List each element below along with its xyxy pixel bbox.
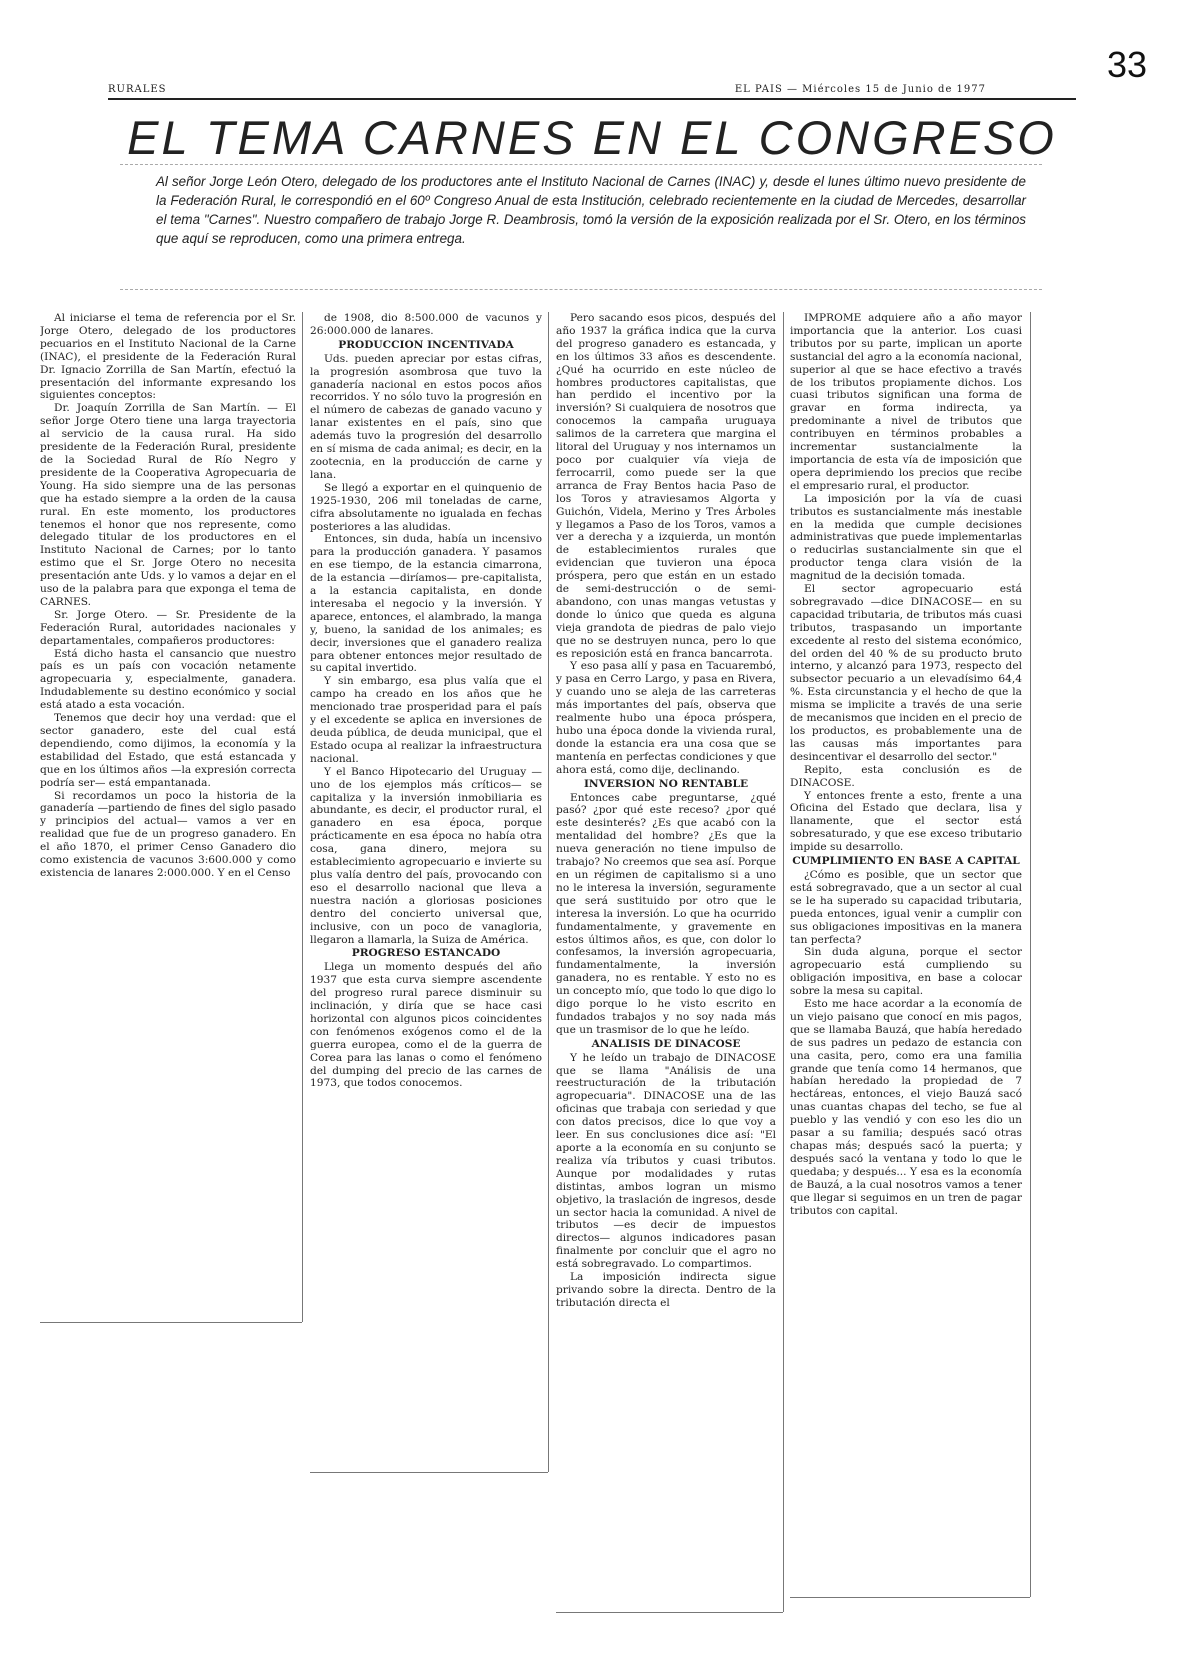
paragraph: Y entonces frente a esto, frente a una Oficina del Estado que declara, lisa y llanamente, que el sector está sobresaturado, y que ese exceso tributario impide su desarrollo. <box>790 789 1022 854</box>
article-column-4 <box>790 312 1022 1597</box>
intro-paragraph: Al señor Jorge León Otero, delegado de los productores ante el Instituto Nacional de Carnes (INAC) y, desde el lunes último nuevo presidente de la Federación Rural, le correspondió en el 60º Congreso Anual de esta Institución, celebrado recientemente en la ciudad de Mercedes, desarrollar el tema "Carnes". Nuestro compañero de trabajo Jorge R. Deambrosis, tomó la versión de la exposición realizada por el Sr. Otero, en los términos que aquí se reproducen, como una primera entrega. <box>156 174 1026 246</box>
subheading: INVERSION NO RENTABLE <box>583 777 749 790</box>
column-divider <box>783 312 784 1612</box>
paragraph: Dr. Joaquín Zorrilla de San Martín. — El señor Jorge Otero tiene una larga trayectoria al servicio de la causa rural. Ha sido presidente de la Federación Rural, presidente de la Sociedad Rural de Río Negro y presidente de la Cooperativa Agropecuaria de Young. Ha sido siempre una de las personas que ha estado siempre a la orden de la causa rural. En este momento, los productores tenemos el honor que nos represente, como delegado titular de los productores en el Instituto Nacional de Carnes; por lo tanto estimo que el Sr. Jorge Otero no necesita presentación ante Uds. y lo vamos a dejar en el uso de la palabra para que exponga el tema de CARNES. <box>40 402 296 608</box>
masthead <box>108 84 1076 100</box>
paragraph: Repito, esta conclusión es de DINACOSE. <box>790 763 1022 789</box>
section-label: RURALES <box>108 84 167 95</box>
subheading: PROGRESO ESTANCADO <box>351 947 501 960</box>
paragraph: Está dicho hasta el cansancio que nuestro país es un país con vocación netamente agropecuaria y, especialmente, ganadera. Indudablemente su destino económico y social está atado a esta vocación. <box>40 647 296 712</box>
column-end-rule <box>790 1597 1030 1598</box>
paragraph: Y he leído un trabajo de DINACOSE que se llama "Análisis de una reestructuración de la tributación agropecuaria". DINACOSE una de las oficinas que trabaja con seriedad y que con datos precisos, dice lo que voy a leer. En sus conclusiones dice así: "El aporte a la economía en su conjunto se realiza vía tributos y cuasi tributos. Aunque por modalidades y rutas distintas, ambos logran un mismo objetivo, la traslación de ingresos, desde un sector hacia la comunidad. A nivel de tributos —es decir de impuestos directos— algunos indicadores pasan finalmente por concluir que el agro no está sobregravado. Lo compartimos. <box>556 1051 776 1271</box>
column-end-rule <box>310 1472 548 1473</box>
paragraph: La imposición por la vía de cuasi tributos es sustancialmente más inestable en la medida que cumple decisiones administrativas que puede implementarlas o reducirlas sustancialmente sin que el productor tenga clara visión de la magnitud de la decisión tomada. <box>790 492 1022 583</box>
page-number: 33 <box>1106 44 1147 85</box>
article-column-2 <box>310 312 542 1472</box>
paragraph: Al iniciarse el tema de referencia por el Sr. Jorge Otero, delegado de los productores pecuarios en el Instituto Nacional de la Carne (INAC), el presidente de la Federación Rural Dr. Ignacio Zorrilla de San Martín, efectuó la presentación del informante expresando los siguientes conceptos: <box>40 312 296 402</box>
paragraph: Esto me hace acordar a la economía de un viejo paisano que conocí en mis pagos, que se llamaba Bauzá, que había heredado de sus padres un pedazo de estancia con una casita, pero, como era una familia grande que tenía como 14 hermanos, que habían heredado la propiedad de 7 hectáreas, entonces, el viejo Bauzá sacó unas cuantas chapas del techo, se fue al pueblo y las vendió y con eso les dio un pasar a su familia; después sacó otras chapas más; después sacó la puerta; y después sacó la ventana y todo lo que le quedaba; y después... Y esa es la economía de Bauzá, a la cual nosotros vamos a tener que llegar si seguimos en un tren de pagar tributos con capital. <box>790 998 1022 1217</box>
paragraph: ¿Cómo es posible, que un sector que está sobregravado, que a un sector al cual se le ha superado su capacidad tributaria, pueda entonces, igual venir a cumplir con sus obligaciones impositivas en la manera tan perfecta? <box>790 868 1022 946</box>
paragraph: Sr. Jorge Otero. — Sr. Presidente de la Federación Rural, autoridades nacionales y departamentales, compañeros productores: <box>40 608 296 647</box>
paragraph: Si recordamos un poco la historia de la ganadería —partiendo de fines del siglo pasado y principios del actual— vamos a ver en realidad que fue de un progreso ganadero. En el año 1870, el primer Censo Ganadero dio como existencia de vacunos 3:600.000 y como existencia de lanares 2:000.000. Y en el Censo <box>40 789 296 879</box>
paragraph: Y sin embargo, esa plus valía que el campo ha creado en los años que he mencionado trae prosperidad para el país y el excedente se aplica en inversiones de deuda pública, de deuda municipal, que el Estado ocupa al realizar la infraestructura nacional. <box>310 675 542 765</box>
paragraph: Sin duda alguna, porque el sector agropecuario está cumpliendo su obligación impositiva, en base a colocar sobre la mesa su capital. <box>790 946 1022 998</box>
column-end-rule <box>556 1612 783 1613</box>
article-column-3 <box>556 312 776 1612</box>
subheading: PRODUCCION INCENTIVADA <box>338 338 514 351</box>
column-end-rule <box>40 1322 302 1323</box>
article-column-1 <box>40 312 296 1322</box>
paragraph: Llega un momento después del año 1937 que esta curva siempre ascendente del progreso rural parece disminuir su inclinación, y diría que se hace casi horizontal con algunos picos coincidentes con fenómenos exógenos como el de la guerra europea, como el de la guerra de Corea para las lanas o como el fenómeno del dumping del precio de las carnes de 1973, que todos conocemos. <box>310 961 542 1090</box>
column-divider <box>1030 312 1031 1597</box>
column-divider <box>302 312 303 1322</box>
paragraph: Entonces cabe preguntarse, ¿qué pasó? ¿por qué este receso? ¿por qué este desinterés? ¿Es que acabó con la mentalidad del hombre? ¿Es que la nueva generación no tiene impulso de trabajo? No creemos que sea así. Porque en un régimen de capitalismo si a uno no le interesa la inversión, seguramente que será sustituido por otro que le interesa la inversión. Lo que ha ocurrido fundamentalmente, y gravemente en estos últimos años, es que, con dolor lo confesamos, la inversión agropecuaria, fundamentalmente, la inversión ganadera, no es rentable. Y esto no es un concepto mío, que todo lo que digo lo digo porque lo he visto escrito en fundados trabajos y no soy nada más que un trasmisor de lo que he leído. <box>556 791 776 1036</box>
subheading: CUMPLIMIENTO EN BASE A CAPITAL <box>792 855 1020 868</box>
paragraph: La imposición indirecta sigue privando sobre la directa. Dentro de la tributación directa el <box>556 1271 776 1309</box>
paragraph: Se llegó a exportar en el quinquenio de 1925-1930, 206 mil toneladas de carne, cifra absolutamente no igualada en fechas posteriores a las aludidas. <box>310 481 542 533</box>
paragraph: Uds. pueden apreciar por estas cifras, la progresión asombrosa que tuvo la ganadería nacional en estos pocos años recorridos. Y no sólo tuvo la progresión en el número de cabezas de ganado vacuno y lanar existentes en el país, sino que además tuvo la progresión del desarrollo en sí misma de cada animal; es decir, en la zootecnia, en la producción de carne y lana. <box>310 352 542 481</box>
paragraph: Y el Banco Hipotecario del Uruguay —uno de los ejemplos más críticos— se capitaliza y la inversión inmobiliaria es abundante, es decir, el productor rural, el ganadero en esa época, porque prácticamente en esa época no había otra cosa, gana dinero, mejora su establecimiento agropecuario e invierte su plus valía dentro del país, provocando con eso el desarrollo nacional que lleva a nuestra nación a gloriosas posiciones dentro del concierto universal que, inclusive, con un poco de vanagloria, llegaron a llamarla, la Suiza de América. <box>310 765 542 946</box>
paragraph: IMPROME adquiere año a año mayor importancia que la anterior. Los cuasi tributos por su parte, implican un aporte sustancial del agro a la economía nacional, superior al que se hace efectivo a través de los tributos propiamente dichos. Los cuasi tributos significan una forma de gravar en forma indirecta, ya predominante a nivel de tributos que contribuyen en términos probables a incrementar sustancialmente la importancia de esta vía de imposición que opera deprimiendo los precios que recibe el empresario rural, el productor. <box>790 312 1022 492</box>
headline: EL TEMA CARNES EN EL CONGRESO <box>127 111 1057 164</box>
newspaper-dateline: EL PAIS — Miércoles 15 de Junio de 1977 <box>734 84 986 95</box>
paragraph: Entonces, sin duda, había un incensivo para la producción ganadera. Y pasamos en ese tiempo, de la estancia cimarrona, de la estancia —diríamos— pre-capitalista, a la estancia capitalista, en donde interesaba el negocio y la inversión. Y aparece, entonces, el alambrado, la manga y, bueno, la sanidad de los animales; es decir, inversiones que el ganadero realiza para obtener entonces mejor resultado de su capital invertido. <box>310 533 542 675</box>
column-divider <box>548 312 549 1472</box>
paragraph: Tenemos que decir hoy una verdad: que el sector ganadero, este del cual está dependiendo, como dijimos, la economía y la estabilidad del Estado, que está estancada y que en los últimos años —la expresión correcta podría ser— está empantanada. <box>40 712 296 789</box>
paragraph: Y eso pasa allí y pasa en Tacuarembó, y pasa en Cerro Largo, y pasa en Rivera, y cuando uno se aleja de las carreteras más importantes del país, observa que realmente hubo una época próspera, hubo una época donde la vivienda rural, donde la estancia era una cosa que se mantenía en perfectas condiciones y que ahora está, como dije, declinando. <box>556 660 776 776</box>
subheading: ANALISIS DE DINACOSE <box>591 1037 741 1050</box>
paragraph: de 1908, dio 8:500.000 de vacunos y 26:000.000 de lanares. <box>310 312 542 337</box>
paragraph: El sector agropecuario está sobregravado —dice DINACOSE— en su capacidad tributaria, de tributos más cuasi tributos, traspasando un importante excedente al resto del sistema económico, del orden del 40 % de su producto bruto interno, y alcanzó para 1973, respecto del subsector pecuario a un elevadísimo 64,4 %. Esta circunstancia y el hecho de que la misma se implicite a través de una serie de mecanismos que inciden en el precio de los productos, es probablemente una de las causas más importantes para desincentivar el desarrollo del sector." <box>790 583 1022 763</box>
paragraph: Pero sacando esos picos, después del año 1937 la gráfica indica que la curva del progreso ganadero es estancada, y en los últimos 33 años es descendente. ¿Qué ha ocurrido en este núcleo de hombres productores capitalistas, que han perdido el incentivo por la inversión? Si cualquiera de nosotros que conocemos la campaña uruguaya salimos de la carretera que margina el litoral del Uruguay y nos internamos un poco por cualquier vía vieja de ferrocarril, como puede ser la que arranca de Fray Bentos hacia Paso de los Toros y atraviesamos Algorta y Guichón, Videla, Merino y Tres Árboles y llegamos a Paso de los Toros, vamos a ver a derecha y a izquierda, un montón de establecimientos rurales que evidencian que tuvieron una época próspera, pero que están en un estado de semi-destrucción o de semi-abandono, con unas mangas vetustas y donde lo único que queda es alguna vieja grandota de piedras de palo viejo que no se destruyen nunca, pero lo que es reposición está en franca bancarrota. <box>556 312 776 660</box>
